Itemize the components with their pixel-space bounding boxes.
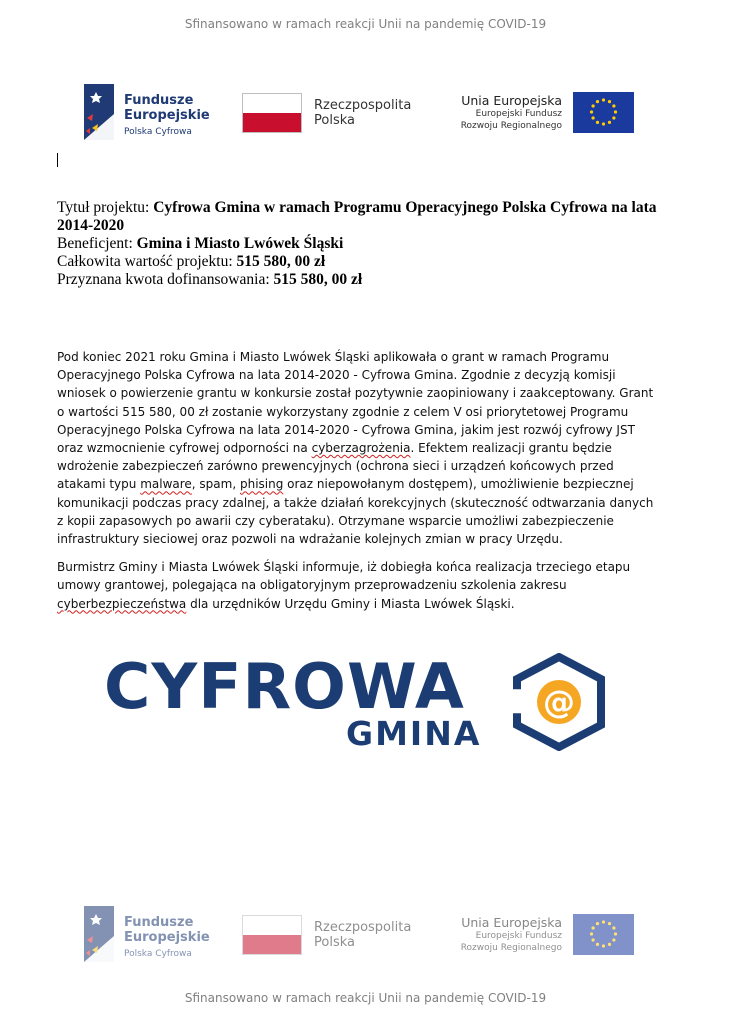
header-logos bbox=[0, 84, 731, 142]
grant-label: Przyznana kwota dofinansowania: bbox=[57, 271, 274, 288]
footer-logos bbox=[0, 906, 731, 964]
ue-sub-line2: Rozwoju Regionalnego bbox=[460, 943, 562, 953]
total-value-row bbox=[57, 253, 657, 271]
fundusze-europejskie-mark-icon bbox=[84, 906, 114, 962]
unia-europejska-logo bbox=[440, 84, 640, 142]
fe-subtitle: Polska Cyfrowa bbox=[124, 949, 192, 959]
p1-misspelled-3: phising bbox=[239, 477, 284, 492]
header-financed-text: Sfinansowano w ramach reakcji Unii na pandemię COVID-19 bbox=[184, 17, 547, 31]
unia-europejska-logo-footer bbox=[440, 906, 640, 964]
rp-line1: Rzeczpospolita bbox=[314, 98, 412, 113]
cyfrowa-wordmark: CYFROWA bbox=[104, 650, 465, 723]
total-value: 515 580, 00 zł bbox=[236, 253, 326, 270]
total-value-label: Całkowita wartość projektu: bbox=[57, 253, 237, 270]
at-hexagon-icon bbox=[510, 653, 608, 751]
polish-flag-icon bbox=[242, 93, 302, 133]
text-cursor bbox=[57, 153, 58, 167]
ue-title: Unia Europejska bbox=[461, 93, 562, 108]
p2-misspelled: cyberbezpieczeństwa bbox=[57, 596, 187, 611]
project-info bbox=[57, 199, 657, 289]
p2-text-b: dla urzędników Urzędu Gminy i Miasta Lwówek Śląski. bbox=[186, 596, 515, 611]
fe-title-line2: Europejskie bbox=[124, 108, 210, 123]
cyfrowa-gmina-logo bbox=[104, 650, 614, 754]
paragraph-1 bbox=[57, 348, 663, 548]
p1-text-d: oraz niepowołanym dostępem), umożliwienie bezpiecznej komunikacji podczas pracy zdalnej, a także działań korekcyjnych (skuteczność odtwarzania danych z kopii zapasowych po awarii czy cyberataku). Otrzymane wsparcie umożliwi zabezpieczenie infrastruktury sieciowej oraz pozwoli na wdrażanie kolejnych zmian w pracy Urzędu. bbox=[57, 477, 654, 547]
polish-flag-icon bbox=[242, 915, 302, 955]
footer-financed-text: Sfinansowano w ramach reakcji Unii na pandemię COVID-19 bbox=[184, 991, 547, 1005]
at-symbol: @ bbox=[543, 683, 575, 721]
ue-sub-line1: Europejski Fundusz bbox=[475, 109, 562, 119]
grant-value: 515 580, 00 zł bbox=[273, 271, 363, 288]
beneficiary-row bbox=[57, 235, 657, 253]
project-title-value: Cyfrowa Gmina w ramach Programu Operacyjnego Polska Cyfrowa na lata 2014-2020 bbox=[57, 199, 657, 234]
rp-line1: Rzeczpospolita bbox=[314, 920, 412, 935]
rzeczpospolita-polska-logo bbox=[240, 84, 430, 142]
grant-row bbox=[57, 271, 657, 289]
ue-title: Unia Europejska bbox=[461, 915, 562, 930]
gmina-wordmark: GMINA bbox=[346, 714, 482, 753]
fe-title-line2: Europejskie bbox=[124, 930, 210, 945]
fundusze-europejskie-logo-footer bbox=[84, 906, 219, 964]
paragraph-2 bbox=[57, 558, 663, 613]
fundusze-europejskie-mark-icon bbox=[84, 84, 114, 140]
body-text bbox=[57, 348, 663, 623]
fundusze-europejskie-logo bbox=[84, 84, 219, 142]
p1-text-b: . Efektem realizacji grantu będzie wdrożenie zabezpieczeń zarówno prewencyjnych (ochrona sieci i urządzeń końcowych przed atakami typu bbox=[57, 441, 614, 492]
ue-sub-line1: Europejski Fundusz bbox=[475, 931, 562, 941]
ue-sub-line2: Rozwoju Regionalnego bbox=[460, 121, 562, 131]
eu-flag-icon bbox=[573, 92, 634, 133]
fe-subtitle: Polska Cyfrowa bbox=[124, 127, 192, 137]
fe-title-line1: Fundusze bbox=[124, 915, 194, 930]
rp-line2: Polska bbox=[314, 113, 355, 128]
p1-text-c: , spam, bbox=[191, 477, 240, 492]
fe-title-line1: Fundusze bbox=[124, 93, 194, 108]
beneficiary-value: Gmina i Miasto Lwówek Śląski bbox=[136, 235, 344, 252]
project-title-row bbox=[57, 199, 657, 235]
beneficiary-label: Beneficjent: bbox=[57, 235, 137, 252]
p1-text-a: Pod koniec 2021 roku Gmina i Miasto Lwówek Śląski aplikowała o grant w ramach Programu Operacyjnego Polska Cyfrowa na lata 2014-2020 - Cyfrowa Gmina. Zgodnie z decyzją komisji wniosek o powierzenie grantu w konkursie został pozytywnie zaopiniowany i zaakceptowany. Grant o wartości 515 580, 00 zł zostanie wykorzystany zgodnie z celem V osi priorytetowej Programu Operacyjnego Polska Cyfrowa na lata 2014-2020 - Cyfrowa Gmina, jakim jest rozwój cyfrowy JST oraz wzmocnienie cyfrowej odporności na bbox=[57, 350, 654, 456]
project-title-label: Tytuł projektu: bbox=[57, 199, 154, 216]
rp-line2: Polska bbox=[314, 935, 355, 950]
p2-text-a: Burmistrz Gminy i Miasta Lwówek Śląski informuje, iż dobiegła końca realizacja trzeciego etapu umowy grantowej, polegająca na obligatoryjnym przeprowadzeniu szkolenia zakresu bbox=[57, 560, 631, 593]
eu-flag-icon bbox=[573, 914, 634, 955]
rzeczpospolita-polska-logo-footer bbox=[240, 906, 430, 964]
p1-misspelled-1: cyberzagrożenia bbox=[311, 441, 411, 456]
p1-misspelled-2: malware bbox=[140, 477, 192, 492]
